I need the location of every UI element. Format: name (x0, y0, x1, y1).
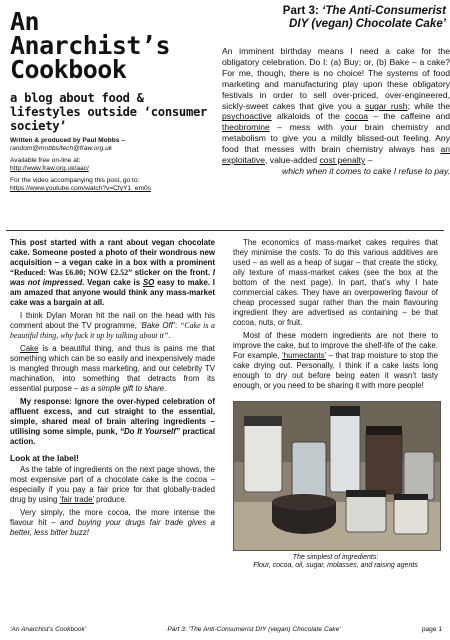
link-humectants[interactable]: ‘humectants’ (282, 351, 327, 360)
video-info: For the video accompanying this post, go to: https://www.youtube.com/watch?v=CfyY1_em0s (10, 177, 151, 192)
author-line: Written & produced by Paul Mobbs – random@mobbs/tech@fraw.org.uk (10, 137, 125, 152)
footer-left: ‘An Anarchist’s Cookbook’ (10, 626, 87, 633)
blog-title: An Anarchist’s Cookbook (10, 7, 171, 84)
photo-caption: The simplest of ingredients: Flour, cocoa, oil, sugar, molasses, and raising agents (253, 554, 418, 569)
paragraph-cocoa: Very simply, the more cocoa, the more intense the flavour hit – and buying your drugs fair trade gives a better, less bitter buzz! (10, 508, 216, 537)
ingredients-photo (233, 401, 441, 551)
body-columns (10, 238, 442, 570)
ingredients-illustration (234, 402, 440, 550)
part-heading: Part 3: ‘The Anti-Consumerist DIY (vegan) Chocolate Cake’ (282, 4, 446, 30)
link-sugar-rush[interactable]: sugar rush (365, 100, 408, 111)
blog-tagline: a blog about food & lifestyles outside ‘consumer society’ (10, 91, 208, 133)
link-cake[interactable]: Cake (20, 344, 39, 353)
paragraph-cake: Cake is a beautiful thing, and thus is pains me that something which can be so easily and inexpensively made is mangled through mass marketing, and our celebrity TV machination, into something that detracts from its essential purpose – as a simple gift to share. (10, 344, 215, 393)
paragraph-dylan-moran: I think Dylan Moran hit the nail on the head with his comment about the TV programme, ‘Bake Off’: “Cake is a beautiful thing, why fuck it up by talking about it”. (10, 311, 215, 340)
link-theobromine[interactable]: theobromine (222, 122, 270, 133)
header-divider (6, 230, 444, 231)
paragraph-response: My response: Ignore the over-hyped celebration of affluent excess, and cut straight to the essential, simple, shared meal of brain altering ingredients – utilising some simple, punk, “Do It Yourself” practical action. (10, 397, 216, 446)
footer-center: Part 3: ‘The Anti-Consumerist DIY (vegan) Chocolate Cake’ (167, 626, 341, 633)
link-cost-penalty[interactable]: cost penalty (319, 155, 366, 166)
paragraph-economics: The economics of mass-market cakes requires that they minimise the costs. To do this various additives are used – as well as a heap of sugar – that create the sticky, oily texture of mass-market cakes (see the box at the bottom of the next page). In part, that’s why I hate commercial cakes. They have an overpowering flavour of cheap processed sugar rather than the main flavouring ingredient they are advertised as containing – be that cocoa, nuts, or fruit. (233, 238, 438, 327)
section-heading: Look at the label! (10, 453, 79, 463)
page-footer (10, 626, 442, 633)
intro-paragraph: An imminent birthday means I need a cake for the obligatory celebration. Do I: (a) Buy; or, (b) Bake – a cake? For me, though, there is no choice! The systems of food marketing and manufacturing play upon these obligatory festivals in order to sell over-priced, over-engineered, sickly-sweet cakes that give you a sugar rush; while the psychoactive alkaloids of the cocoa – the caffeine and theobromine – mess with your brain chemistry and metabolism to give you a mildly blissed-out feeling. Any food that messes with brain chemistry always has an exploitative, value-added cost penalty – which when it comes to cake I refuse to pay. (222, 46, 450, 176)
link-exploitative[interactable]: an exploitative (222, 144, 450, 166)
paragraph-humectants: Most of these modern ingredients are not there to improve the cake, but to improve the shelf-life of the cake. For example, ‘humectants’ – that trap moisture to stop the cake drying out. Personally, I think if a cake lasts long enough to dry out before being eaten it wasn’t tasty enough, or you need to be sharing it with more people! (233, 331, 438, 390)
availability: Available free on-line at: http://www.fraw.org.uk/aac/ (10, 157, 89, 172)
paragraph-label: As the table of ingredients on the next page shows, the most expensive part of a chocolate cake is the cocoa – especially if you pay a fair price for that globally-traded drug by using ‘fair trade’ produce. (10, 465, 215, 504)
left-column (10, 238, 215, 570)
header (6, 4, 450, 232)
page-number: page 1 (421, 626, 442, 633)
link-psychoactive[interactable]: psychoactive (222, 111, 272, 122)
lead-paragraph: This post started with a rant about vegan chocolate cake. Someone posted a photo of their wondrous new acquisition – a vegan cake in a box with a prominent “Reduced: Was £6.00; NOW £2.52” sticker on the front. I was not impressed. Vegan cake is SO easy to make. I am amazed that anyone would think any mass-market cake was a bargain at all. (10, 238, 215, 307)
site-link[interactable]: http://www.fraw.org.uk/aac/ (10, 165, 89, 172)
video-link[interactable]: https://www.youtube.com/watch?v=CfyY1_em0s (10, 185, 151, 192)
link-fair-trade[interactable]: ‘fair trade’ (59, 495, 94, 504)
right-column (233, 238, 438, 570)
blog-brand (10, 7, 210, 193)
link-cocoa[interactable]: cocoa (345, 111, 369, 122)
